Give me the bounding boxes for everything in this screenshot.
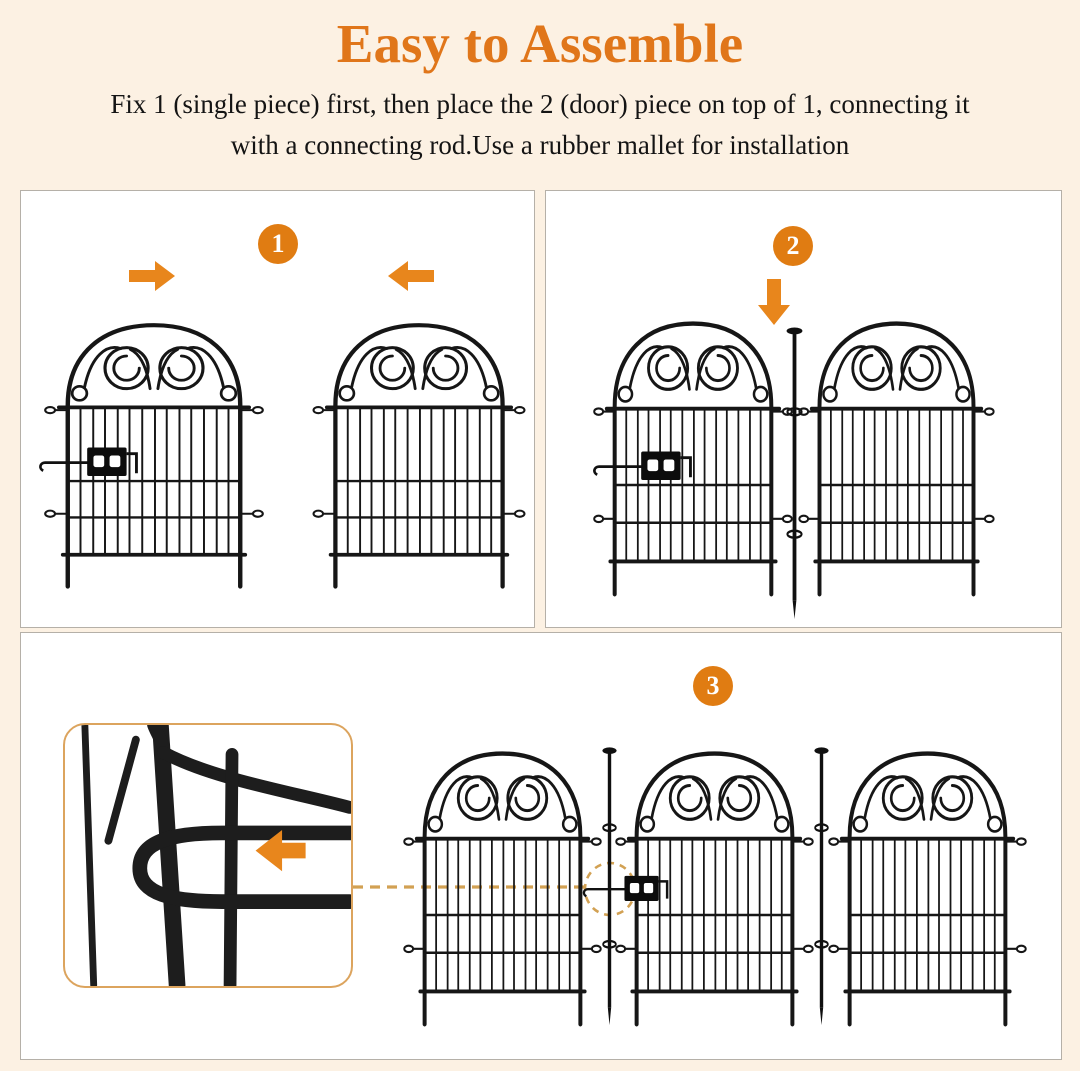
gate-latch xyxy=(581,872,678,908)
fence-panel-right xyxy=(809,312,984,602)
arrow-left-icon xyxy=(388,261,434,291)
subtitle-line-2: with a connecting rod.Use a rubber mallet for installation xyxy=(230,130,850,160)
subtitle-line-1: Fix 1 (single piece) first, then place the 2 (door) piece on top of 1, connecting it xyxy=(110,89,970,119)
step-3-badge xyxy=(693,666,733,706)
connecting-rod-2 xyxy=(813,745,830,1027)
step-2-number: 2 xyxy=(786,231,800,260)
page-title: Easy to Assemble xyxy=(336,13,744,74)
latch-detail-inset xyxy=(63,723,353,988)
step-3-panel xyxy=(20,632,1062,1060)
fence-panel-3 xyxy=(839,742,1016,1032)
fence-panel-right xyxy=(324,314,514,594)
gate-latch xyxy=(591,447,703,488)
step-2-badge xyxy=(773,226,813,266)
step-1-badge xyxy=(258,224,298,264)
subtitle xyxy=(0,84,1080,166)
gate-latch xyxy=(37,443,149,484)
step-2-panel xyxy=(545,190,1062,628)
step-1-panel xyxy=(20,190,535,628)
step-3-number: 3 xyxy=(706,671,720,700)
fence-panel-1 xyxy=(414,742,591,1032)
latch-closeup-photo xyxy=(65,725,350,985)
arrow-right-icon xyxy=(129,261,175,291)
step-1-number: 1 xyxy=(271,229,285,258)
connecting-rod xyxy=(785,325,804,621)
